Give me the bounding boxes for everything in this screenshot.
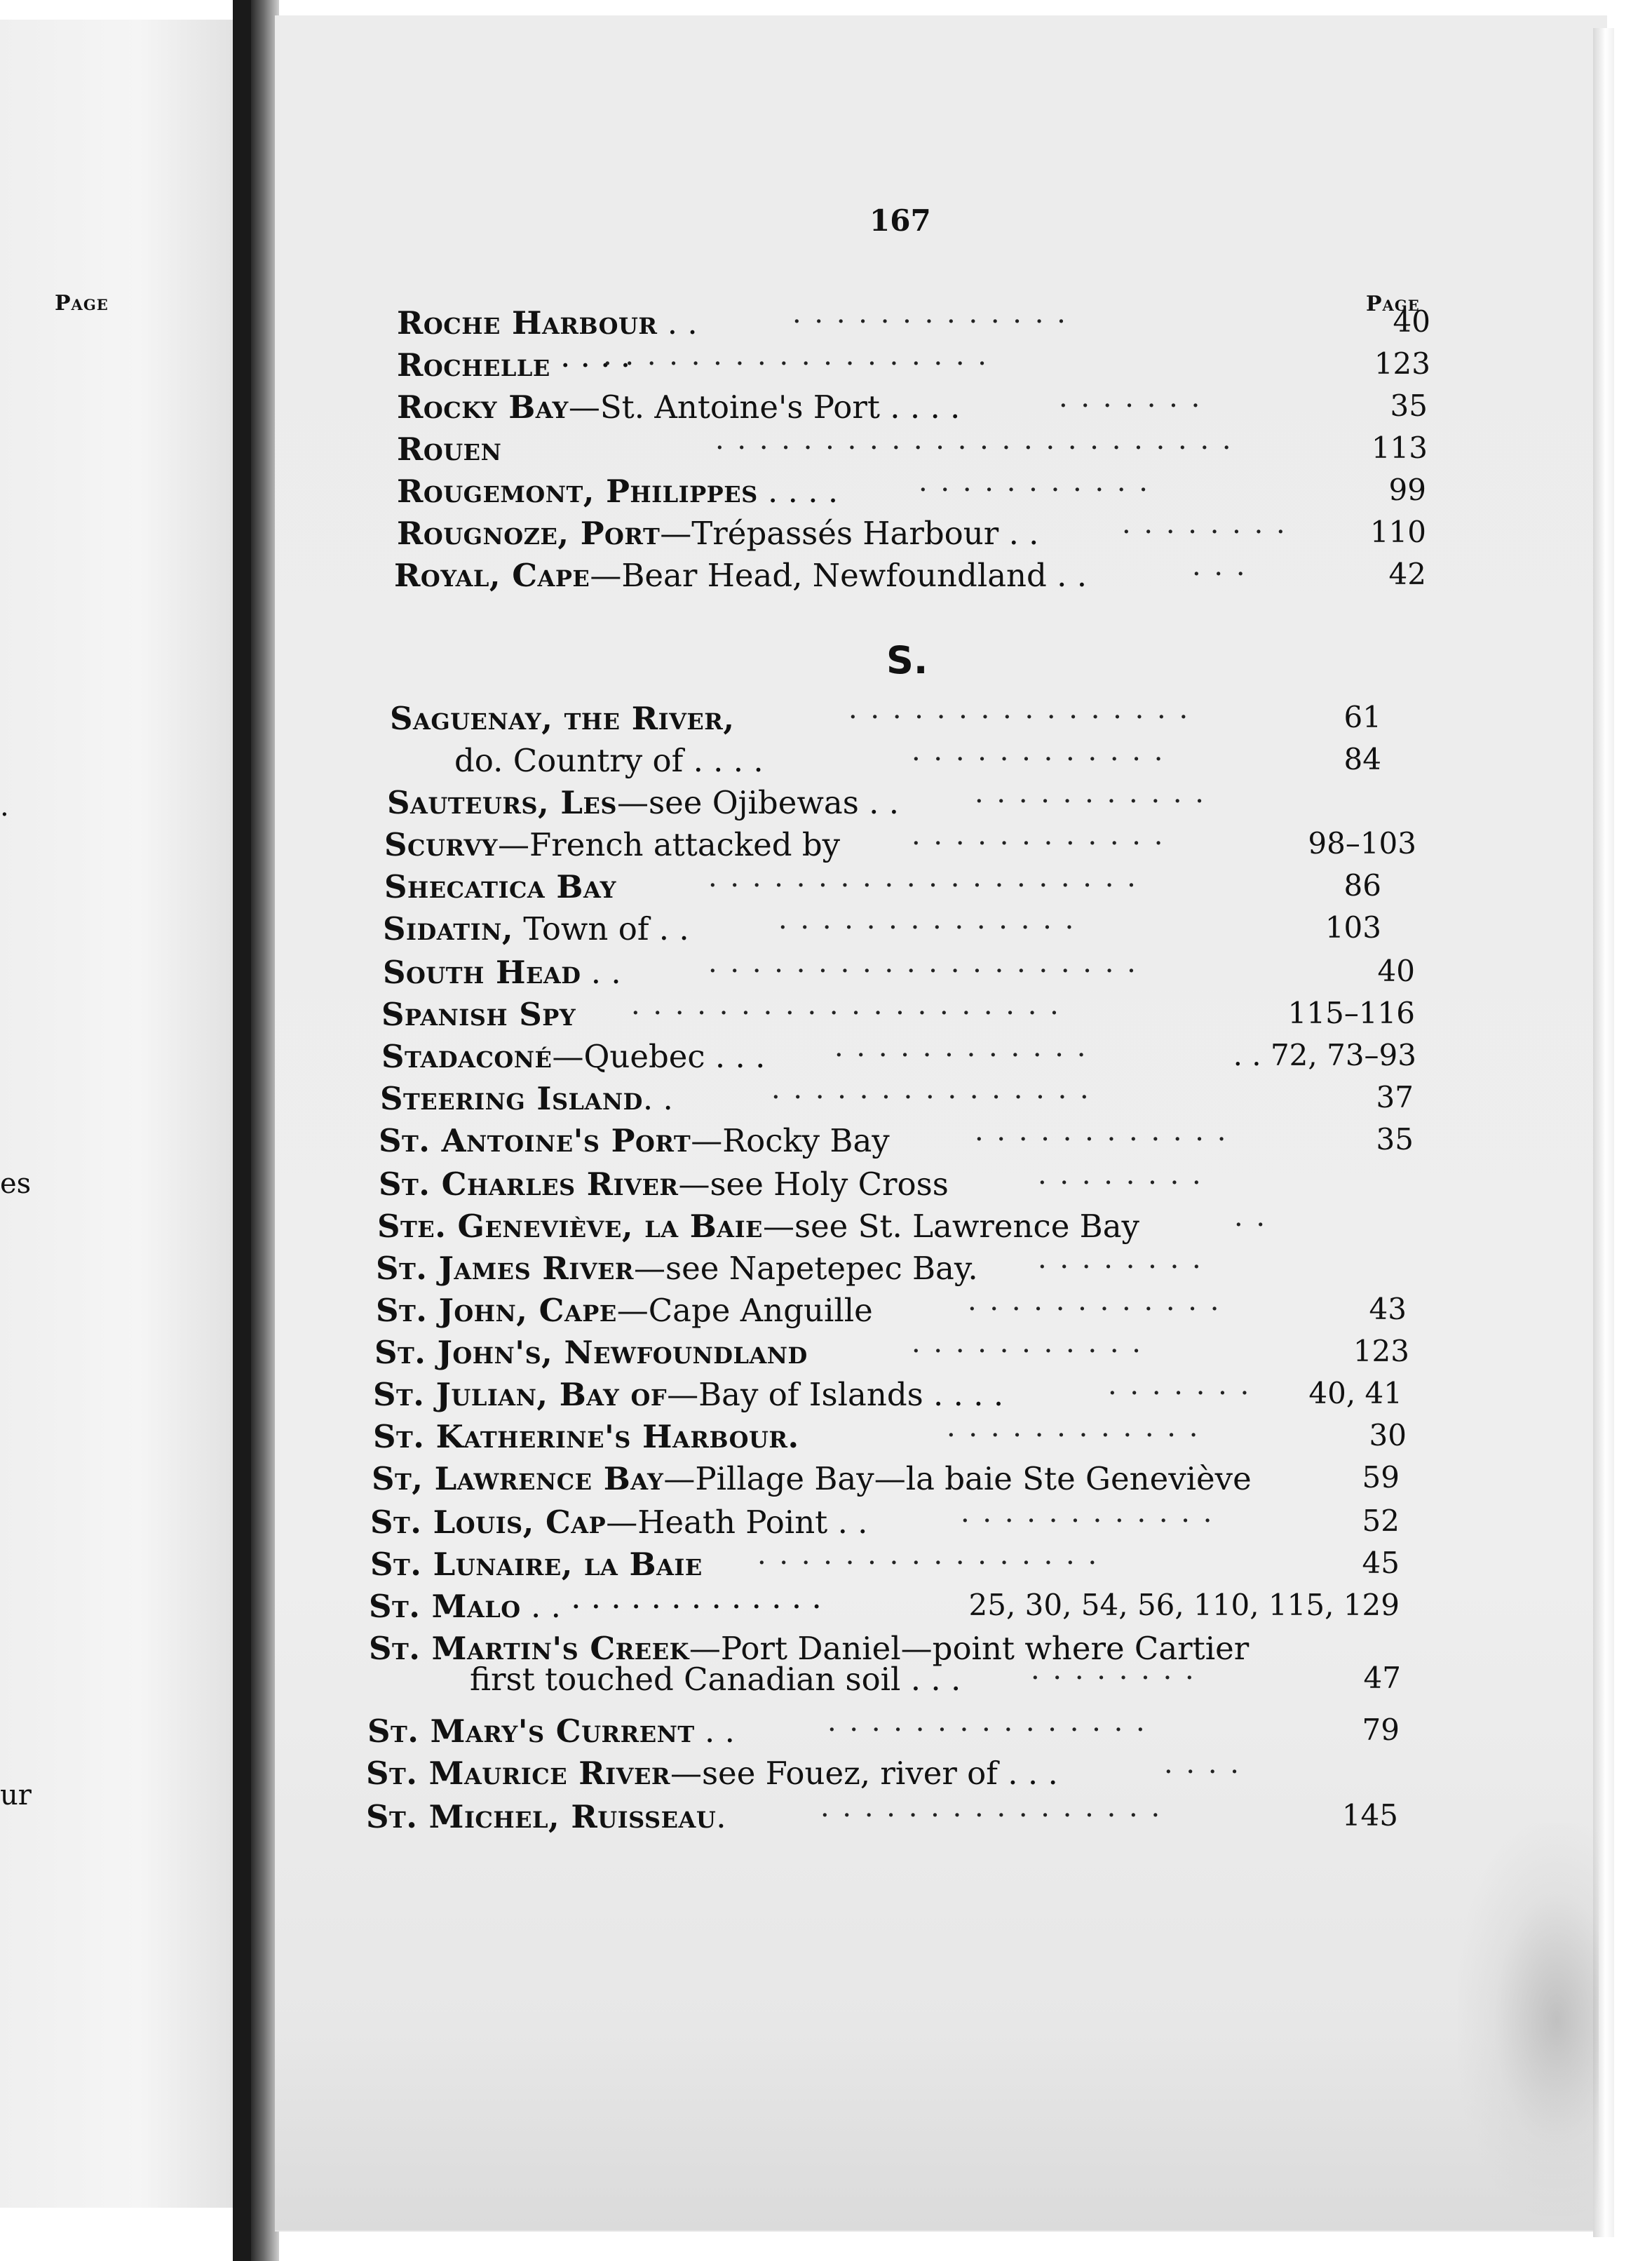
- index-term-rest: first touched Canadian soil . . .: [470, 1661, 961, 1698]
- dot-leaders: · · · · · · ·: [1059, 390, 1203, 422]
- index-term-lead: Roche Harbour: [397, 304, 658, 342]
- index-term-lead: Royal, Cape: [394, 557, 590, 594]
- index-term-rest: —Pillage Bay—la baie Ste Geneviève: [663, 1460, 1252, 1497]
- index-term-rest: . .: [694, 1713, 735, 1750]
- index-entry: [0, 743, 1652, 785]
- index-entry: [0, 1714, 1652, 1756]
- page-reference: 40: [1393, 304, 1430, 339]
- index-term-rest: . .: [642, 1080, 673, 1117]
- index-term-rest: Town of . .: [513, 910, 689, 947]
- index-term-lead: St. Maurice River: [366, 1755, 670, 1792]
- index-term: [369, 1589, 822, 1624]
- index-entry: [0, 1547, 1652, 1589]
- index-term: [376, 1251, 978, 1286]
- index-term-rest: —Bear Head, Newfoundland . .: [590, 557, 1088, 594]
- index-term-rest: —Heath Point . .: [606, 1504, 868, 1541]
- index-term-lead: Saguenay, the River,: [390, 700, 735, 737]
- page-reference: 30: [1369, 1418, 1407, 1452]
- index-entry: [0, 1756, 1652, 1798]
- index-term-rest: —Trépassés Harbour . .: [660, 515, 1039, 552]
- index-term-lead: St. Michel, Ruisseau: [366, 1798, 717, 1835]
- index-entry: [0, 1662, 1652, 1704]
- index-term-rest: —see Ojibewas . .: [617, 784, 900, 821]
- dot-leaders: · · · · · · · · · · · · · · · ·: [820, 1800, 1163, 1832]
- index-term-lead: St. Louis, Cap: [370, 1504, 607, 1541]
- dot-leaders: · · · · · · · · · · · ·: [961, 1505, 1214, 1537]
- index-term-lead: St. James River: [376, 1250, 635, 1287]
- dot-leaders: · · · · · · · · · · · · · · · ·: [757, 1547, 1099, 1579]
- index-term-lead: St. Lunaire, la Baie: [370, 1546, 703, 1583]
- index-term-lead: Scurvy: [384, 826, 498, 863]
- page-reference: 40, 41: [1308, 1376, 1402, 1410]
- page-number: 167: [869, 203, 931, 238]
- index-entry: [0, 1293, 1652, 1335]
- index-term-rest: —Bay of Islands . . . .: [667, 1376, 1004, 1413]
- index-term-lead: South Head: [383, 954, 581, 991]
- dot-leaders: · · · · · · · · · · ·: [975, 785, 1207, 818]
- index-term: [373, 1419, 799, 1455]
- index-entry: [0, 1377, 1652, 1419]
- index-term: [454, 743, 764, 778]
- page-reference: 35: [1390, 389, 1428, 423]
- index-entry: [0, 701, 1652, 743]
- index-term: [394, 558, 1087, 593]
- index-term-lead: St. Malo: [369, 1588, 521, 1625]
- dot-leaders: · · · · · · ·: [1108, 1377, 1252, 1410]
- index-term-rest: . . . .: [757, 473, 839, 510]
- index-term-lead: Rouen: [397, 431, 502, 468]
- page-reference: 98–103: [1308, 826, 1416, 860]
- index-term: [397, 474, 838, 509]
- index-term-lead: Rocky Bay: [397, 389, 569, 426]
- index-term-rest: —Port Daniel—point where Cartier: [689, 1630, 1250, 1667]
- index-entry: [0, 1419, 1652, 1462]
- index-entry: [0, 1209, 1652, 1251]
- index-term-rest: —see Fouez, river of . . .: [670, 1755, 1058, 1792]
- index-entry: [0, 828, 1652, 870]
- dot-leaders: · · · · · · · ·: [1038, 1167, 1203, 1199]
- page-reference: . . 72, 73–93: [1233, 1038, 1416, 1072]
- index-term-lead: Steering Island: [380, 1080, 643, 1117]
- index-term: [384, 828, 840, 863]
- index-term-lead: Shecatica Bay: [384, 868, 617, 905]
- index-entry: [0, 306, 1652, 348]
- index-term: [383, 955, 621, 990]
- page-reference: 37: [1376, 1080, 1414, 1114]
- page-reference: 86: [1343, 868, 1381, 903]
- index-term: [366, 1800, 726, 1835]
- dot-leaders: · · · · · · · · · · · · · · ·: [771, 1081, 1091, 1114]
- index-term: [370, 1547, 703, 1582]
- dot-leaders: · · · · · · · · · · · · ·: [792, 306, 1068, 338]
- index-term-lead: Sidatin,: [383, 910, 513, 947]
- page-reference: 123: [1374, 346, 1430, 381]
- index-entry: [0, 1167, 1652, 1209]
- page-reference: 61: [1343, 700, 1381, 734]
- index-term-lead: St, Lawrence Bay: [372, 1460, 664, 1497]
- dot-leaders: · · · · · · · · · · · · · · · · · · · ·: [631, 997, 1061, 1030]
- page-reference: 47: [1363, 1661, 1401, 1695]
- dot-leaders: · · · · · · · · · · · ·: [834, 1039, 1088, 1072]
- page-header-label: Page: [1366, 292, 1420, 316]
- dot-leaders: · · · · · · · · · · · · · · · · · · · ·: [708, 955, 1138, 987]
- page-reference: 115–116: [1287, 996, 1415, 1030]
- bottom-smudge: [275, 2034, 1593, 2230]
- page-reference: 110: [1369, 515, 1426, 549]
- index-entry: [0, 348, 1652, 390]
- page-reference: 145: [1341, 1798, 1398, 1833]
- index-term: [376, 1293, 873, 1328]
- page-reference: 99: [1388, 473, 1426, 507]
- dot-leaders: · · · · · · · · · · · ·: [975, 1123, 1228, 1156]
- index-term-lead: Rougemont, Philippes: [397, 473, 758, 510]
- index-entry: [0, 516, 1652, 558]
- index-term-rest: —Quebec . . .: [552, 1038, 766, 1075]
- index-entry: [0, 870, 1652, 912]
- dot-leaders: · · · · · · · ·: [1038, 1251, 1203, 1283]
- index-term-lead: St. Julian, Bay of: [373, 1376, 668, 1413]
- index-term-rest: . .: [581, 954, 621, 991]
- left-page-line: ur: [0, 1779, 32, 1811]
- dot-leaders: · · · · · · · · · · ·: [912, 1335, 1144, 1368]
- index-entry: [0, 955, 1652, 997]
- dot-leaders: · · · · · · · · · · · · · · · · · · · · · · · ·: [715, 432, 1233, 464]
- index-term: [374, 1335, 808, 1370]
- dot-leaders: · · ·: [1192, 558, 1247, 590]
- index-term-lead: St. Mary's Current: [367, 1713, 695, 1750]
- index-term-rest: . . · · · · · · · · · · · · ·: [520, 1588, 822, 1625]
- index-term: [366, 1756, 1058, 1791]
- page-reference: 123: [1353, 1334, 1409, 1368]
- index-entry: [0, 1589, 1652, 1631]
- index-term-lead: St. John's, Newfoundland: [374, 1334, 808, 1371]
- index-term: [470, 1662, 961, 1697]
- index-term-lead: St. Charles River: [379, 1166, 679, 1203]
- index-term-rest: —see Napetepec Bay.: [634, 1250, 978, 1287]
- index-term: [370, 1505, 867, 1540]
- index-entry: [0, 390, 1652, 432]
- left-page-header-label: Page: [55, 291, 109, 316]
- index-term-lead: Sauteurs, Les: [387, 784, 618, 821]
- index-term: [397, 516, 1038, 551]
- index-term-rest: —Rocky Bay: [691, 1122, 890, 1159]
- index-term: [380, 1081, 673, 1116]
- index-term: [379, 1123, 890, 1159]
- dot-leaders: · · · · · · · · · · · ·: [912, 743, 1165, 776]
- index-term-rest: · · · ·: [550, 346, 631, 384]
- page-reference: 84: [1343, 742, 1381, 776]
- index-term: [397, 306, 698, 341]
- index-entry: [0, 1251, 1652, 1293]
- index-term-rest: —Cape Anguille: [616, 1292, 873, 1329]
- page-reference: 43: [1369, 1292, 1407, 1326]
- dot-leaders: · · · · · · · · · · · ·: [968, 1293, 1221, 1325]
- dot-leaders: · · · · · · · · · · · · · · ·: [827, 1714, 1147, 1746]
- index-term-rest: —French attacked by: [498, 826, 841, 863]
- index-term: [372, 1462, 1252, 1497]
- page-reference: 103: [1325, 910, 1381, 945]
- dot-leaders: · · · · · · · · · · · ·: [912, 828, 1165, 860]
- index-term: [397, 390, 960, 425]
- index-term: [397, 348, 630, 383]
- index-term-lead: St. John, Cape: [376, 1292, 617, 1329]
- section-letter: S.: [886, 638, 928, 682]
- index-entry: [0, 1800, 1652, 1842]
- index-term-lead: Ste. Geneviève, la Baie: [377, 1208, 763, 1245]
- index-term-lead: St. Antoine's Port: [379, 1122, 691, 1159]
- index-term: [384, 870, 616, 905]
- index-entry: [0, 997, 1652, 1039]
- page-reference: 59: [1362, 1460, 1400, 1494]
- index-term: [381, 997, 576, 1032]
- index-term-lead: Stadaconé: [381, 1038, 553, 1075]
- index-entry: [0, 1081, 1652, 1123]
- left-page-line: es: [0, 1168, 32, 1200]
- page-reference: 42: [1388, 557, 1426, 591]
- index-term: [379, 1167, 949, 1202]
- index-term-lead: Rougnoze, Port: [397, 515, 661, 552]
- index-term-rest: do. Country of . . . .: [454, 742, 764, 779]
- dot-leaders: · · · · · · · ·: [1031, 1662, 1196, 1694]
- index-term: [387, 785, 899, 821]
- dot-leaders: · ·: [1234, 1209, 1268, 1241]
- index-term-lead: St. Martin's Creek: [369, 1630, 689, 1667]
- page-reference: 45: [1362, 1546, 1400, 1580]
- index-term: [381, 1039, 765, 1074]
- index-entry: [0, 1335, 1652, 1377]
- page-reference: 52: [1362, 1504, 1400, 1538]
- dot-leaders: · · · · · · · · · · · ·: [947, 1419, 1200, 1452]
- index-term-lead: St. Katherine's Harbour.: [373, 1418, 799, 1455]
- page-reference: 40: [1377, 954, 1415, 988]
- dot-leaders: · · · · · · · · · · · · · ·: [778, 912, 1076, 944]
- index-term: [383, 912, 689, 947]
- index-entry: [0, 432, 1652, 474]
- page-reference: 79: [1362, 1713, 1400, 1747]
- index-entry: [0, 1123, 1652, 1166]
- index-term-rest: —St. Antoine's Port . . . .: [568, 389, 961, 426]
- dot-leaders: · · · ·: [1164, 1756, 1242, 1788]
- index-entry: [0, 1462, 1652, 1504]
- index-entry: [0, 1505, 1652, 1547]
- dot-leaders: · · · · · · · · · · ·: [919, 474, 1151, 506]
- index-term: [367, 1714, 735, 1749]
- index-term-lead: Spanish Spy: [381, 996, 576, 1033]
- dot-leaders: · · · · · · · ·: [1122, 516, 1287, 548]
- index-term-rest: —see Holy Cross: [678, 1166, 949, 1203]
- dot-leaders: · · · · · · · · · · · · · · · · · ·: [603, 348, 989, 380]
- index-entry: [0, 785, 1652, 828]
- index-term-rest: —see St. Lawrence Bay: [762, 1208, 1139, 1245]
- index-entry: [0, 912, 1652, 954]
- index-term: [377, 1209, 1139, 1244]
- index-entry: [0, 558, 1652, 600]
- index-entry: [0, 1039, 1652, 1081]
- index-term: [390, 701, 735, 736]
- index-term: [397, 432, 501, 467]
- dot-leaders: · · · · · · · · · · · · · · · · · · · ·: [708, 870, 1138, 902]
- index-term-rest: . .: [657, 304, 698, 342]
- page-reference: 35: [1376, 1122, 1414, 1156]
- index-entry: [0, 474, 1652, 516]
- dot-leaders: · · · · · · · · · · · · · · · ·: [848, 701, 1191, 734]
- index-term-rest: .: [716, 1798, 726, 1835]
- page-reference: 113: [1371, 431, 1428, 465]
- page-reference: 25, 30, 54, 56, 110, 115, 129: [968, 1588, 1400, 1622]
- index-term-lead: Rochelle: [397, 346, 550, 384]
- left-page-line: .: [0, 790, 9, 823]
- index-term: [373, 1377, 1003, 1412]
